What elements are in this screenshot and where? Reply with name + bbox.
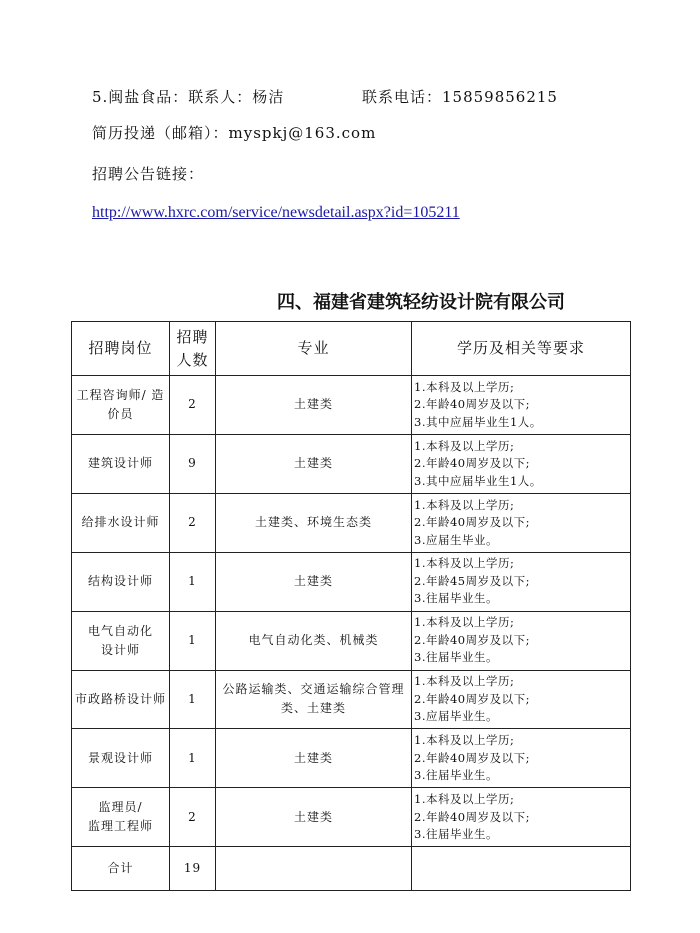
requirement-item: 1.本科及以上学历; xyxy=(414,438,515,453)
requirement-item: 1.本科及以上学历; xyxy=(414,556,515,571)
requirements-cell xyxy=(412,376,631,435)
requirements-cell xyxy=(412,729,631,788)
major-text: 土建类、环境生态类 xyxy=(254,515,372,530)
table-row xyxy=(72,376,631,435)
requirements-cell xyxy=(412,493,631,552)
contact-line xyxy=(92,86,558,107)
requirement-item: 3.应届毕业生。 xyxy=(414,709,498,724)
total-empty-cell xyxy=(216,847,412,891)
count-cell: 2 xyxy=(170,788,216,847)
position-text: 市政路桥设计师 xyxy=(74,691,166,706)
recruitment-table xyxy=(71,321,631,891)
position-text: 结构设计师 xyxy=(87,574,153,589)
requirement-item: 3.往届毕业生。 xyxy=(414,768,498,783)
major-text: 土建类 xyxy=(293,397,333,412)
table-row xyxy=(72,434,631,493)
major-text: 土建类 xyxy=(293,456,333,471)
contact-phone: 联系电话：15859856215 xyxy=(362,88,558,106)
position-text: 给排水设计师 xyxy=(81,515,160,530)
major-text: 土建类 xyxy=(293,750,333,765)
position-text: 监理工程师 xyxy=(87,819,153,834)
total-label: 合计 xyxy=(72,847,170,891)
position-text: 监理员/ xyxy=(98,800,143,815)
position-cell xyxy=(72,434,170,493)
total-row xyxy=(72,847,631,891)
requirement-item: 3.其中应届毕业生1人。 xyxy=(414,414,542,429)
requirement-item: 2.年龄40周岁及以下; xyxy=(414,515,530,530)
requirement-item: 3.往届毕业生。 xyxy=(414,827,498,842)
requirement-item: 3.其中应届毕业生1人。 xyxy=(414,473,542,488)
major-text: 公路运输类、交通运输综合管理 xyxy=(222,682,405,697)
table-header-row xyxy=(72,322,631,376)
position-cell xyxy=(72,788,170,847)
table-row xyxy=(72,670,631,729)
position-cell xyxy=(72,552,170,611)
count-cell: 2 xyxy=(170,376,216,435)
count-cell: 9 xyxy=(170,434,216,493)
total-empty-cell xyxy=(412,847,631,891)
requirements-cell xyxy=(412,788,631,847)
header-major: 专业 xyxy=(216,322,412,376)
position-cell xyxy=(72,376,170,435)
position-text: 建筑设计师 xyxy=(87,456,153,471)
requirement-item: 3.应届生毕业。 xyxy=(414,532,498,547)
header-count: 招聘人数 xyxy=(170,322,216,376)
major-cell xyxy=(216,729,412,788)
major-text: 类、土建类 xyxy=(280,701,346,716)
table-row xyxy=(72,611,631,670)
requirements-cell xyxy=(412,552,631,611)
requirement-item: 2.年龄40周岁及以下; xyxy=(414,456,530,471)
major-cell xyxy=(216,493,412,552)
major-text: 土建类 xyxy=(293,809,333,824)
requirement-item: 1.本科及以上学历; xyxy=(414,615,515,630)
contact-person: 5.闽盐食品：联系人：杨洁 xyxy=(92,88,285,106)
requirements-cell xyxy=(412,670,631,729)
table-row xyxy=(72,729,631,788)
major-cell xyxy=(216,376,412,435)
requirement-item: 2.年龄40周岁及以下; xyxy=(414,632,530,647)
position-text: 价员 xyxy=(107,406,134,421)
requirement-item: 1.本科及以上学历; xyxy=(414,792,515,807)
count-cell: 2 xyxy=(170,493,216,552)
section-title: 四、福建省建筑轻纺设计院有限公司 xyxy=(277,292,565,313)
major-cell xyxy=(216,670,412,729)
resume-email-line: 简历投递（邮箱）：myspkj@163.com xyxy=(92,124,377,142)
header-position: 招聘岗位 xyxy=(72,322,170,376)
requirements-cell xyxy=(412,611,631,670)
requirement-item: 2.年龄40周岁及以下; xyxy=(414,397,530,412)
position-cell xyxy=(72,729,170,788)
requirements-cell xyxy=(412,434,631,493)
major-cell xyxy=(216,434,412,493)
total-count: 19 xyxy=(170,847,216,891)
major-cell xyxy=(216,788,412,847)
requirement-item: 1.本科及以上学历; xyxy=(414,733,515,748)
position-text: 景观设计师 xyxy=(87,750,153,765)
table-row xyxy=(72,493,631,552)
notice-link[interactable]: http://www.hxrc.com/service/newsdetail.aspx?id=105211 xyxy=(92,204,460,221)
notice-link-label: 招聘公告链接： xyxy=(92,165,205,183)
position-text: 电气自动化 xyxy=(87,623,153,638)
position-cell xyxy=(72,611,170,670)
count-cell: 1 xyxy=(170,552,216,611)
major-text: 电气自动化类、机械类 xyxy=(248,633,379,648)
position-text: 设计师 xyxy=(100,642,140,657)
position-cell xyxy=(72,670,170,729)
header-requirements: 学历及相关等要求 xyxy=(412,322,631,376)
table-row xyxy=(72,788,631,847)
count-cell: 1 xyxy=(170,729,216,788)
requirement-item: 3.往届毕业生。 xyxy=(414,591,498,606)
count-cell: 1 xyxy=(170,670,216,729)
requirement-item: 3.往届毕业生。 xyxy=(414,650,498,665)
position-text: 工程咨询师/ 造 xyxy=(76,387,165,402)
position-cell xyxy=(72,493,170,552)
major-cell xyxy=(216,611,412,670)
requirement-item: 1.本科及以上学历; xyxy=(414,674,515,689)
requirement-item: 2.年龄40周岁及以下; xyxy=(414,809,530,824)
count-cell: 1 xyxy=(170,611,216,670)
requirement-item: 1.本科及以上学历; xyxy=(414,497,515,512)
major-cell xyxy=(216,552,412,611)
requirement-item: 1.本科及以上学历; xyxy=(414,379,515,394)
requirement-item: 2.年龄40周岁及以下; xyxy=(414,691,530,706)
table-body xyxy=(72,376,631,891)
table-row xyxy=(72,552,631,611)
requirement-item: 2.年龄40周岁及以下; xyxy=(414,750,530,765)
major-text: 土建类 xyxy=(293,574,333,589)
requirement-item: 2.年龄45周岁及以下; xyxy=(414,573,530,588)
